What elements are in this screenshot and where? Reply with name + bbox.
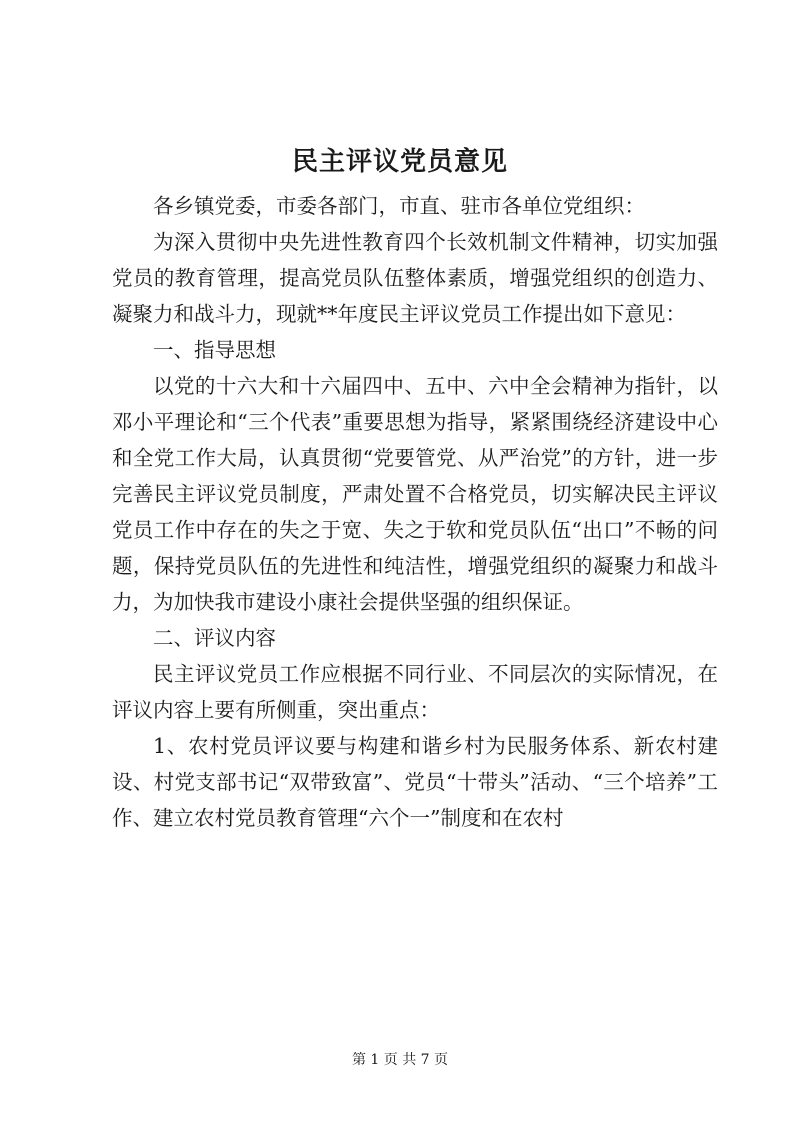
- section-heading-review-content: 二、评议内容: [153, 626, 276, 650]
- salutation-paragraph: 各乡镇党委，市委各部门，市直、驻市各单位党组织：: [153, 194, 645, 218]
- document-body: [112, 188, 718, 836]
- intro-paragraph: 为深入贯彻中央先进性教育四个长效机制文件精神，切实加强党员的教育管理，提高党员队伍整体素质，增强党组织的创造力、凝聚力和战斗力，现就**年度民主评议党员工作提出如下意见：: [112, 230, 718, 326]
- rural-members-paragraph: 1、农村党员评议要与构建和谐乡村为民服务体系、新农村建设、村党支部书记“双带致富”、党员“十带头”活动、“三个培养”工作、建立农村党员教育管理“六个一”制度和在农村: [112, 734, 718, 830]
- guiding-thought-paragraph: 以党的十六大和十六届四中、五中、六中全会精神为指针，以邓小平理论和“三个代表”重要思想为指导，紧紧围绕经济建设中心和全党工作大局，认真贯彻“党要管党、从严治党”的方针，进一步完善民主评议党员制度，严肃处置不合格党员，切实解决民主评议党员工作中存在的失之于宽、失之于软和党员队伍“出口”不畅的问题，保持党员队伍的先进性和纯洁性，增强党组织的凝聚力和战斗力，为加快我市建设小康社会提供坚强的组织保证。: [112, 374, 718, 614]
- section-heading-guiding-thought: 一、指导思想: [153, 338, 276, 362]
- document-title: 民主评议党员意见: [291, 147, 508, 177]
- review-content-paragraph: 民主评议党员工作应根据不同行业、不同层次的实际情况，在评议内容上要有所侧重，突出重点：: [112, 662, 718, 722]
- page-footer: 第 1 页 共 7 页: [351, 1052, 449, 1068]
